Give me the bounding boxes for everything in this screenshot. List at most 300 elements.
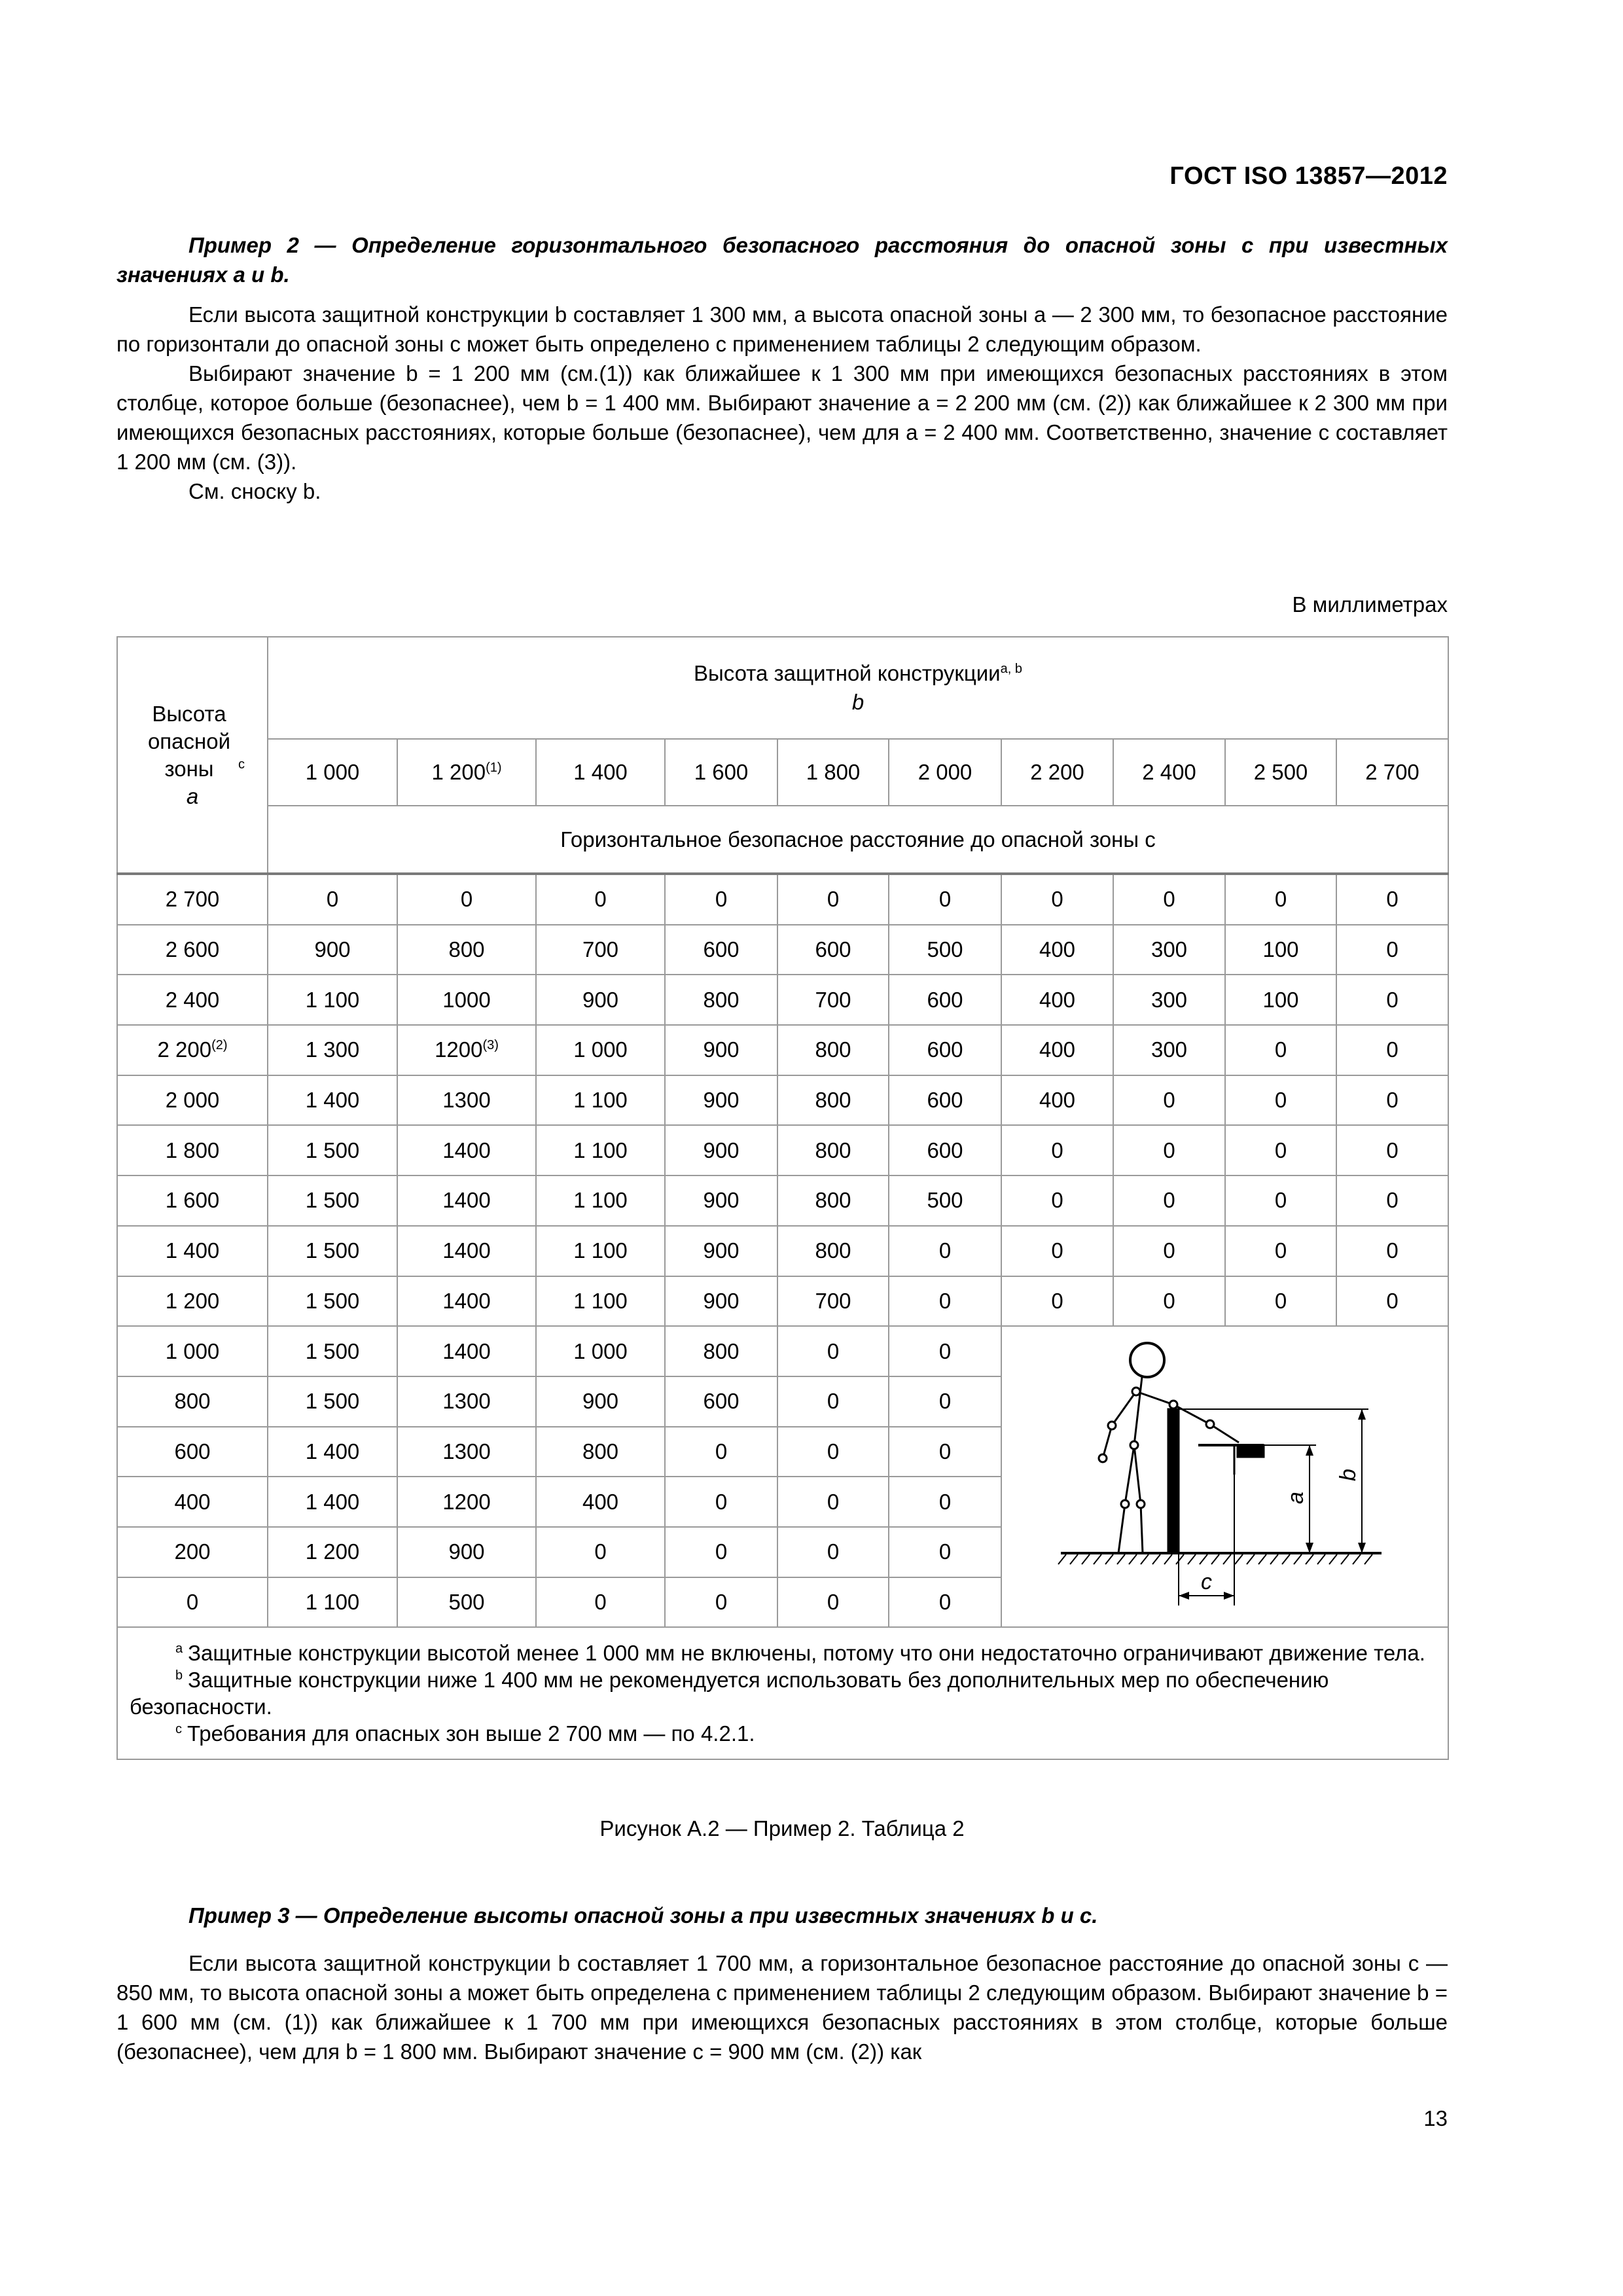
cell-value: 1000 [442, 987, 491, 1012]
sub-header [268, 806, 1448, 874]
cell-value: 800 [703, 1338, 740, 1363]
cell-value: 0 [1386, 1288, 1399, 1313]
cell-value: 800 [448, 937, 485, 962]
cell-value: 0 [938, 1589, 952, 1614]
cell-value: 900 [703, 1037, 740, 1062]
cell-value: 800 [815, 1188, 851, 1213]
table-cell [1113, 925, 1225, 975]
sub-header-text: Горизонтальное безопасное расстояние до опасной зоны c [560, 827, 1156, 852]
table-cell [536, 1376, 665, 1427]
cell-value: 900 [703, 1138, 740, 1162]
ground-hatch [1364, 1554, 1372, 1564]
ground-hatch [1353, 1554, 1361, 1564]
row-label-cell [117, 1276, 268, 1327]
table-cell [1113, 1025, 1225, 1075]
cell-value: 1200 [435, 1037, 483, 1062]
cell-value: 600 [703, 1389, 740, 1414]
cell-value: 0 [938, 887, 952, 912]
cell-value: 700 [815, 1288, 851, 1313]
cell-value: 900 [703, 1188, 740, 1213]
row-label-cell [117, 1577, 268, 1628]
figure-drawing [1058, 1343, 1382, 1605]
table-cell [397, 1276, 536, 1327]
row-header-cell [117, 637, 268, 874]
table-cell [268, 1577, 397, 1628]
ground-hatch [1105, 1554, 1113, 1564]
cell-value: 900 [703, 1088, 740, 1113]
table-cell [1001, 874, 1113, 925]
table-cell [1225, 1075, 1336, 1126]
ground-hatch [1341, 1554, 1349, 1564]
cell-value: 1 000 [573, 1338, 628, 1363]
safety-distance-table [116, 636, 1449, 1760]
footnote-text: Защитные конструкции высотой менее 1 000 мм не включены, потому что они недостаточно ограничивают движение тела. [188, 1641, 1425, 1666]
ground-hatch [1329, 1554, 1337, 1564]
cell-value: 0 [326, 887, 339, 912]
table-cell [1001, 975, 1113, 1025]
cell-value: 0 [938, 1439, 952, 1463]
cell-value: 1 500 [305, 1338, 360, 1363]
person-limb [1141, 1504, 1143, 1553]
table-cell [397, 1226, 536, 1276]
table-row [117, 1175, 1448, 1226]
table-cell [665, 1025, 777, 1075]
table-cell [777, 1577, 889, 1628]
row-label: 2 400 [165, 987, 220, 1012]
cell-value: 1 000 [573, 1037, 628, 1062]
column-header [397, 739, 536, 806]
cell-value: 1 500 [305, 1288, 360, 1313]
row-label-cell [117, 1376, 268, 1427]
table-cell [777, 1527, 889, 1577]
table-cell [268, 874, 397, 925]
person-joint [1121, 1500, 1129, 1508]
table-cell [889, 1376, 1001, 1427]
table-cell [268, 1477, 397, 1527]
cell-value: 1 500 [305, 1188, 360, 1213]
cell-value: 0 [1274, 887, 1287, 912]
ground-hatch [1317, 1554, 1325, 1564]
table-cell [889, 1276, 1001, 1327]
arrow-a-top [1306, 1445, 1313, 1456]
table-cell [1225, 1276, 1336, 1327]
table-cell [889, 1577, 1001, 1628]
cell-value: 1 100 [573, 1188, 628, 1213]
person-joint [1130, 1441, 1138, 1449]
table-cell [889, 1175, 1001, 1226]
column-header-label: 2 000 [918, 760, 972, 784]
cell-value: 800 [582, 1439, 619, 1463]
cell-value: 0 [715, 1539, 728, 1564]
ground-hatch [1282, 1554, 1290, 1564]
ground-hatch [1247, 1554, 1255, 1564]
table-cell [665, 1075, 777, 1126]
cell-value: 0 [1274, 1088, 1287, 1113]
footnote-mark: c [175, 1722, 182, 1737]
cell-value: 500 [927, 1188, 963, 1213]
person-head [1130, 1343, 1164, 1377]
cell-value: 900 [703, 1288, 740, 1313]
cell-value: 0 [1274, 1138, 1287, 1162]
table-cell [777, 1276, 889, 1327]
person-joint [1099, 1454, 1107, 1462]
example-2-heading: Пример 2 — Определение горизонтального безопасного расстояния до опасной зоны с при известных значениях a и b. [116, 233, 1448, 287]
ground-hatch [1082, 1554, 1090, 1564]
cell-value: 0 [1163, 1288, 1175, 1313]
column-group-header [268, 637, 1448, 739]
row-label-cell [117, 1226, 268, 1276]
footnote-text: Требования для опасных зон выше 2 700 мм — по 4.2.1. [187, 1721, 755, 1746]
cell-value: 0 [1051, 1238, 1063, 1263]
arrow-a-bottom [1306, 1543, 1313, 1553]
cell-value: 0 [1386, 1037, 1399, 1062]
row-label: 2 700 [165, 887, 220, 912]
table-cell [777, 925, 889, 975]
cell-value: 300 [1150, 987, 1188, 1012]
column-group-text: Высота защитной конструкции [694, 661, 1001, 685]
table-cell [1336, 975, 1448, 1025]
table-cell [665, 874, 777, 925]
cell-value: 0 [827, 887, 840, 912]
row-label: 0 [186, 1589, 199, 1614]
table-cell [665, 1226, 777, 1276]
cell-value: 600 [927, 1138, 963, 1162]
row-label: 600 [174, 1439, 211, 1463]
example-3-text [116, 1901, 1448, 2066]
column-header-label: 2 200 [1030, 760, 1084, 784]
table-cell [397, 1527, 536, 1577]
table-cell [1001, 925, 1113, 975]
cell-value: 0 [460, 887, 473, 912]
table-cell [777, 1477, 889, 1527]
cell-value: 0 [715, 887, 728, 912]
cell-value: 500 [448, 1589, 485, 1614]
table-cell [1225, 874, 1336, 925]
table-row [117, 1075, 1448, 1126]
footnote [130, 1720, 1432, 1747]
footnote [130, 1640, 1432, 1666]
row-label: 1 600 [165, 1188, 220, 1213]
column-header-label: 2 700 [1365, 760, 1419, 784]
cell-value: 1 100 [573, 1238, 628, 1263]
cell-value: 0 [1386, 1188, 1399, 1213]
column-header [536, 739, 665, 806]
table-cell [1113, 1226, 1225, 1276]
table-cell [268, 1427, 397, 1477]
cell-value: 0 [938, 1238, 952, 1263]
cell-value: 0 [1274, 1238, 1287, 1263]
table-cell [268, 975, 397, 1025]
cell-value: 1 100 [305, 987, 360, 1012]
table-cell [889, 925, 1001, 975]
cell-value: 0 [827, 1539, 840, 1564]
table-cell [1113, 975, 1225, 1025]
cell-value: 1400 [442, 1138, 491, 1162]
table-row [117, 925, 1448, 975]
row-label: 200 [174, 1539, 211, 1564]
arrow-b-bottom [1358, 1543, 1366, 1553]
table-row [117, 1125, 1448, 1175]
person-limb [1125, 1445, 1134, 1504]
person-limb [1210, 1424, 1239, 1443]
cell-value: 0 [1386, 1238, 1399, 1263]
table-cell [777, 874, 889, 925]
cell-value: 0 [1051, 1288, 1063, 1313]
row-label: 2 200 [157, 1037, 212, 1062]
table-cell [1113, 1125, 1225, 1175]
table-cell [536, 1427, 665, 1477]
table-cell [665, 1276, 777, 1327]
cell-value: 1 100 [573, 1138, 628, 1162]
table-cell [268, 1527, 397, 1577]
table-cell [777, 1025, 889, 1075]
cell-value: 900 [582, 1389, 619, 1414]
units-note: В миллиметрах [1292, 592, 1448, 617]
cell-value: 1300 [442, 1439, 491, 1463]
row-label: 1 800 [165, 1138, 220, 1162]
column-header-label: 2 400 [1142, 760, 1196, 784]
table-cell [1225, 975, 1336, 1025]
cell-value: 0 [715, 1489, 728, 1514]
cell-value: 1300 [442, 1389, 491, 1414]
footnote [130, 1666, 1432, 1720]
table-cell [665, 1477, 777, 1527]
cell-value: 0 [1274, 1188, 1287, 1213]
table-cell [1336, 1075, 1448, 1126]
ground-hatch [1094, 1554, 1101, 1564]
row-label: 2 600 [165, 937, 220, 962]
row-label-cell [117, 1125, 268, 1175]
row-label: 1 200 [165, 1288, 220, 1313]
person-joint [1108, 1422, 1116, 1429]
ground-hatch [1258, 1554, 1266, 1564]
cell-value: 1 500 [305, 1238, 360, 1263]
table-cell [889, 1025, 1001, 1075]
person-limb [1134, 1445, 1141, 1504]
ground-hatch [1176, 1554, 1184, 1564]
cell-value: 800 [815, 1088, 851, 1113]
cell-value: 0 [1163, 1138, 1175, 1162]
table-cell [536, 925, 665, 975]
cell-value: 800 [815, 1037, 851, 1062]
cell-value: 0 [938, 1489, 952, 1514]
ground-hatch [1306, 1554, 1313, 1564]
row-label-cell [117, 1025, 268, 1075]
ground-hatch [1235, 1554, 1243, 1564]
table-cell [665, 1527, 777, 1577]
table-cell [777, 1226, 889, 1276]
table-cell [397, 874, 536, 925]
person-limb [1118, 1504, 1125, 1553]
cell-value: 1400 [442, 1338, 491, 1363]
column-group-symbol: b [851, 690, 865, 714]
row-label-cell [117, 1427, 268, 1477]
cell-value: 900 [448, 1539, 485, 1564]
cell-value: 800 [815, 1238, 851, 1263]
table-cell [397, 925, 536, 975]
table-cell [397, 1075, 536, 1126]
ground-hatch [1223, 1554, 1231, 1564]
table-cell [268, 1175, 397, 1226]
cell-value: 0 [938, 1389, 952, 1414]
example-3-heading: Пример 3 — Определение высоты опасной зоны a при известных значениях b и c. [188, 1903, 1098, 1928]
table-cell [536, 1125, 665, 1175]
row-label-cell [117, 1175, 268, 1226]
row-label: 400 [174, 1489, 211, 1514]
cell-value: 1 400 [305, 1439, 360, 1463]
table-cell [889, 975, 1001, 1025]
table-body [117, 874, 1448, 1627]
column-header-label: 1 400 [573, 760, 628, 784]
row-label: 2 000 [165, 1088, 220, 1113]
cell-value: 600 [927, 1037, 963, 1062]
ground-hatch [1164, 1554, 1172, 1564]
cell-value: 0 [827, 1489, 840, 1514]
table-cell [1225, 925, 1336, 975]
cell-value: 800 [815, 1138, 851, 1162]
cell-value: 0 [594, 887, 607, 912]
cell-value: 0 [1163, 1088, 1175, 1113]
ground-hatch [1129, 1554, 1137, 1564]
table-cell [1225, 1025, 1336, 1075]
cell-value: 1300 [442, 1088, 491, 1113]
table-cell [1113, 874, 1225, 925]
table-cell [1336, 874, 1448, 925]
table-row [117, 975, 1448, 1025]
arrow-c-left [1179, 1592, 1189, 1600]
column-header [1113, 739, 1225, 806]
table-cell [397, 1125, 536, 1175]
cell-value: 1400 [442, 1288, 491, 1313]
table-row [117, 1025, 1448, 1075]
row-label: 1 000 [165, 1338, 220, 1363]
table-cell [536, 1226, 665, 1276]
table-cell [889, 874, 1001, 925]
cell-value: 600 [815, 937, 851, 962]
table-cell [1001, 1175, 1113, 1226]
table-cell [1001, 1276, 1113, 1327]
table-row [117, 1226, 1448, 1276]
arrow-c-right [1224, 1592, 1234, 1600]
person-joint [1132, 1388, 1140, 1395]
table-cell [777, 1125, 889, 1175]
table-cell [1113, 1175, 1225, 1226]
ground-hatch [1294, 1554, 1302, 1564]
column-header-label: 2 500 [1253, 760, 1308, 784]
table-cell [889, 1125, 1001, 1175]
footnotes-cell [117, 1627, 1448, 1759]
person-limb [1112, 1391, 1136, 1426]
table-cell [665, 1326, 777, 1376]
column-header [268, 739, 397, 806]
column-header-label: 1 600 [694, 760, 749, 784]
cell-value: 400 [1039, 1088, 1076, 1113]
table-cell [268, 1226, 397, 1276]
cell-value: 0 [1386, 1138, 1399, 1162]
table-cell [268, 925, 397, 975]
ground-hatch [1270, 1554, 1278, 1564]
column-header-row [117, 739, 1448, 806]
cell-value: 0 [1051, 887, 1063, 912]
cell-value: 300 [1150, 1037, 1188, 1062]
column-header [1336, 739, 1448, 806]
cell-value: 0 [827, 1439, 840, 1463]
cell-value: 900 [582, 987, 619, 1012]
cell-value: 600 [927, 1088, 963, 1113]
table-cell [889, 1477, 1001, 1527]
column-header [1001, 739, 1113, 806]
table-cell [1225, 1226, 1336, 1276]
example-2-paragraph-2: Выбирают значение b = 1 200 мм (см.(1)) как ближайшее к 1 300 мм при имеющихся безопасных расстояниях в этом столбце, которое больше (безопаснее), чем b = 1 400 мм. Выбирают значение a = 2 200 мм (см. (2)) как ближайшее к 2 300 мм при имеющихся безопасных расстояниях, которые больше (безопаснее), чем для a = 2 400 мм. Соответственно, значение c составляет 1 200 мм (см. (3)). [116, 361, 1448, 474]
table-cell [397, 1477, 536, 1527]
row-header-footnote-mark: c [238, 757, 245, 772]
cell-value: 0 [1274, 1288, 1287, 1313]
table-cell [1001, 1125, 1113, 1175]
example-2-paragraph-1: Если высота защитной конструкции b составляет 1 300 мм, а высота опасной зоны a — 2 300 мм, то безопасное расстояние по горизонтали до опасной зоны c может быть определено с применением таблицы 2 следующим образом. [116, 302, 1448, 356]
cell-value: 0 [1163, 1238, 1175, 1263]
row-label-cell [117, 975, 268, 1025]
table-cell [1225, 1125, 1336, 1175]
table-cell [397, 975, 536, 1025]
table-cell [536, 1025, 665, 1075]
table-cell [268, 1125, 397, 1175]
example-2-paragraph-3: См. сноску b. [188, 479, 321, 503]
table-cell [665, 1427, 777, 1477]
cell-value: 0 [1051, 1188, 1063, 1213]
table-cell [536, 1527, 665, 1577]
cell-value: 0 [1386, 1088, 1399, 1113]
row-label-cell [117, 925, 268, 975]
cell-value: 400 [1039, 937, 1076, 962]
table-cell [777, 1075, 889, 1126]
ground-hatch [1188, 1554, 1196, 1564]
table-cell [397, 1326, 536, 1376]
cell-value: 900 [314, 937, 351, 962]
cell-value: 800 [703, 987, 740, 1012]
table-cell [536, 975, 665, 1025]
cell-value: 0 [594, 1539, 607, 1564]
column-header [665, 739, 777, 806]
dimension-label-c: c [1201, 1570, 1212, 1595]
table-cell [536, 1577, 665, 1628]
row-label: 800 [174, 1389, 211, 1414]
table-cell [665, 925, 777, 975]
table-cell [665, 1577, 777, 1628]
figure-caption: Рисунок А.2 — Пример 2. Таблица 2 [599, 1816, 965, 1840]
cell-value: 600 [927, 987, 963, 1012]
row-label-cell [117, 1326, 268, 1376]
row-label: 1 400 [165, 1238, 220, 1263]
table-cell [268, 1025, 397, 1075]
cell-value: 1 400 [305, 1088, 360, 1113]
table-cell [397, 1175, 536, 1226]
table-cell [777, 1326, 889, 1376]
table-cell [1001, 1075, 1113, 1126]
safety-distance-figure-cell [1001, 1326, 1448, 1627]
table-cell [889, 1075, 1001, 1126]
row-label-cell [117, 874, 268, 925]
table-cell [1001, 1025, 1113, 1075]
cell-value: 1 500 [305, 1138, 360, 1162]
cell-value: 400 [1039, 1037, 1076, 1062]
cell-value: 500 [927, 937, 963, 962]
cell-value: 1400 [442, 1188, 491, 1213]
person-limb [1136, 1391, 1173, 1405]
cell-value: 700 [815, 987, 851, 1012]
column-header-label: 1 000 [305, 760, 360, 784]
cell-value: 1 400 [305, 1489, 360, 1514]
ground-hatch [1152, 1554, 1160, 1564]
